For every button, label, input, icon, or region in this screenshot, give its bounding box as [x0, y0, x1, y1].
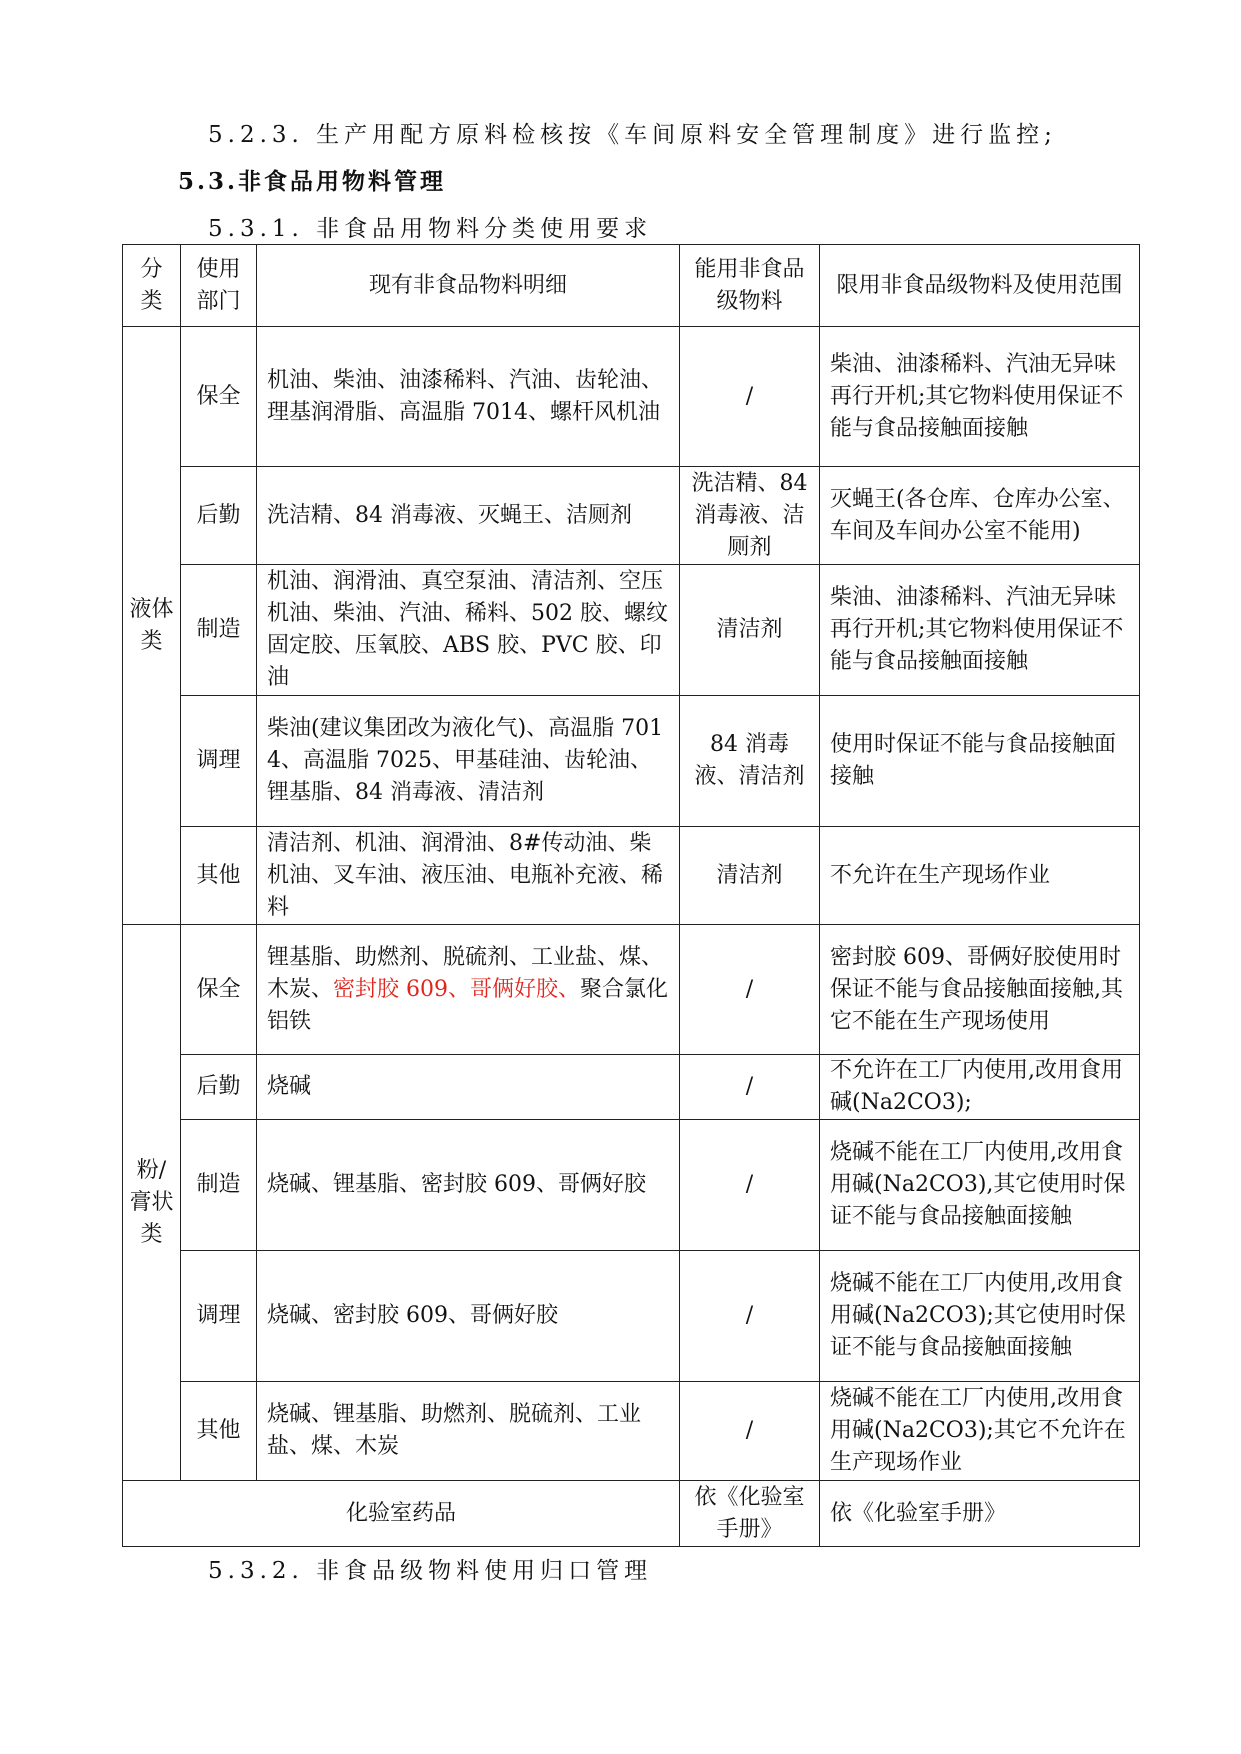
allowed-cell: / [680, 327, 820, 467]
table-row [123, 1055, 1140, 1120]
allowed-cell: / [680, 1055, 820, 1120]
materials-cell [257, 925, 680, 1055]
dept-cell: 保全 [181, 925, 257, 1055]
table-row [123, 1251, 1140, 1382]
materials-cell: 清洁剂、机油、润滑油、8#传动油、柴机油、叉车油、液压油、电瓶补充液、稀料 [257, 827, 680, 925]
header-category: 分类 [123, 245, 181, 327]
allowed-cell: / [680, 1251, 820, 1382]
allowed-cell: 清洁剂 [680, 565, 820, 696]
allowed-cell: 洗洁精、84 消毒液、洁厕剂 [680, 467, 820, 565]
table-row [123, 467, 1140, 565]
dept-cell: 其他 [181, 1382, 257, 1481]
allowed-cell: / [680, 925, 820, 1055]
dept-cell: 调理 [181, 696, 257, 827]
table-row [123, 696, 1140, 827]
limited-cell: 烧碱不能在工厂内使用,改用食用碱(Na2CO3);其它不允许在生产现场作业 [820, 1382, 1140, 1481]
materials-cell: 烧碱、锂基脂、密封胶 609、哥俩好胶 [257, 1120, 680, 1251]
allowed-cell: 依《化验室手册》 [680, 1481, 820, 1547]
allowed-cell: 84 消毒液、清洁剂 [680, 696, 820, 827]
allowed-cell: 清洁剂 [680, 827, 820, 925]
limited-cell: 柴油、油漆稀料、汽油无异味再行开机;其它物料使用保证不能与食品接触面接触 [820, 565, 1140, 696]
materials-cell: 机油、润滑油、真空泵油、清洁剂、空压机油、柴油、汽油、稀料、502 胶、螺纹固定胶、压氧胶、ABS 胶、PVC 胶、印油 [257, 565, 680, 696]
dept-cell: 保全 [181, 327, 257, 467]
limited-cell: 烧碱不能在工厂内使用,改用食用碱(Na2CO3);其它使用时保证不能与食品接触面接触 [820, 1251, 1140, 1382]
materials-cell: 洗洁精、84 消毒液、灭蝇王、洁厕剂 [257, 467, 680, 565]
table-row [123, 1382, 1140, 1481]
dept-cell: 制造 [181, 1120, 257, 1251]
table-row-lab [123, 1481, 1140, 1547]
table-row [123, 827, 1140, 925]
material-usage-table [122, 244, 1140, 1547]
clause-5-2-3: 5.2.3. 生产用配方原料检核按《车间原料安全管理制度》进行监控; [208, 122, 1057, 148]
limited-cell: 不允许在工厂内使用,改用食用碱(Na2CO3); [820, 1055, 1140, 1120]
limited-cell: 使用时保证不能与食品接触面接触 [820, 696, 1140, 827]
section-5-3-heading: 5.3.非食品用物料管理 [178, 168, 447, 195]
allowed-cell: / [680, 1382, 820, 1481]
dept-cell: 调理 [181, 1251, 257, 1382]
table-row [123, 925, 1140, 1055]
dept-cell: 后勤 [181, 1055, 257, 1120]
allowed-cell: / [680, 1120, 820, 1251]
materials-cell: 机油、柴油、油漆稀料、汽油、齿轮油、理基润滑脂、高温脂 7014、螺杆风机油 [257, 327, 680, 467]
materials-text: 锂基脂、助燃剂、脱硫剂、工业盐、煤、木炭、 [267, 944, 664, 1002]
table-row [123, 565, 1140, 696]
category-paste: 粉/膏状类 [123, 925, 181, 1481]
table-row [123, 327, 1140, 467]
limited-cell: 烧碱不能在工厂内使用,改用食用碱(Na2CO3),其它使用时保证不能与食品接触面接触 [820, 1120, 1140, 1251]
limited-cell: 依《化验室手册》 [820, 1481, 1140, 1547]
dept-cell: 其他 [181, 827, 257, 925]
header-limited: 限用非食品级物料及使用范围 [820, 245, 1140, 327]
header-department: 使用部门 [181, 245, 257, 327]
materials-text: 聚合氯化铝铁 [267, 976, 669, 1034]
materials-cell: 烧碱、密封胶 609、哥俩好胶 [257, 1251, 680, 1382]
clause-5-3-2: 5.3.2. 非食品级物料使用归口管理 [208, 1558, 653, 1584]
header-materials: 现有非食品物料明细 [257, 245, 680, 327]
header-allowed: 能用非食品级物料 [680, 245, 820, 327]
lab-chemicals-label: 化验室药品 [123, 1481, 680, 1547]
limited-cell: 密封胶 609、哥俩好胶使用时保证不能与食品接触面接触,其它不能在生产现场使用 [820, 925, 1140, 1055]
limited-cell: 柴油、油漆稀料、汽油无异味再行开机;其它物料使用保证不能与食品接触面接触 [820, 327, 1140, 467]
clause-5-3-1: 5.3.1. 非食品用物料分类使用要求 [208, 216, 653, 242]
materials-cell: 柴油(建议集团改为液化气)、高温脂 7014、高温脂 7025、甲基硅油、齿轮油、锂基脂、84 消毒液、清洁剂 [257, 696, 680, 827]
materials-cell: 烧碱 [257, 1055, 680, 1120]
category-liquid: 液体类 [123, 327, 181, 925]
highlighted-materials: 密封胶 609、哥俩好胶、 [333, 976, 581, 1002]
table-header-row [123, 245, 1140, 327]
dept-cell: 后勤 [181, 467, 257, 565]
table-row [123, 1120, 1140, 1251]
limited-cell: 灭蝇王(各仓库、仓库办公室、车间及车间办公室不能用) [820, 467, 1140, 565]
limited-cell: 不允许在生产现场作业 [820, 827, 1140, 925]
dept-cell: 制造 [181, 565, 257, 696]
materials-cell: 烧碱、锂基脂、助燃剂、脱硫剂、工业盐、煤、木炭 [257, 1382, 680, 1481]
